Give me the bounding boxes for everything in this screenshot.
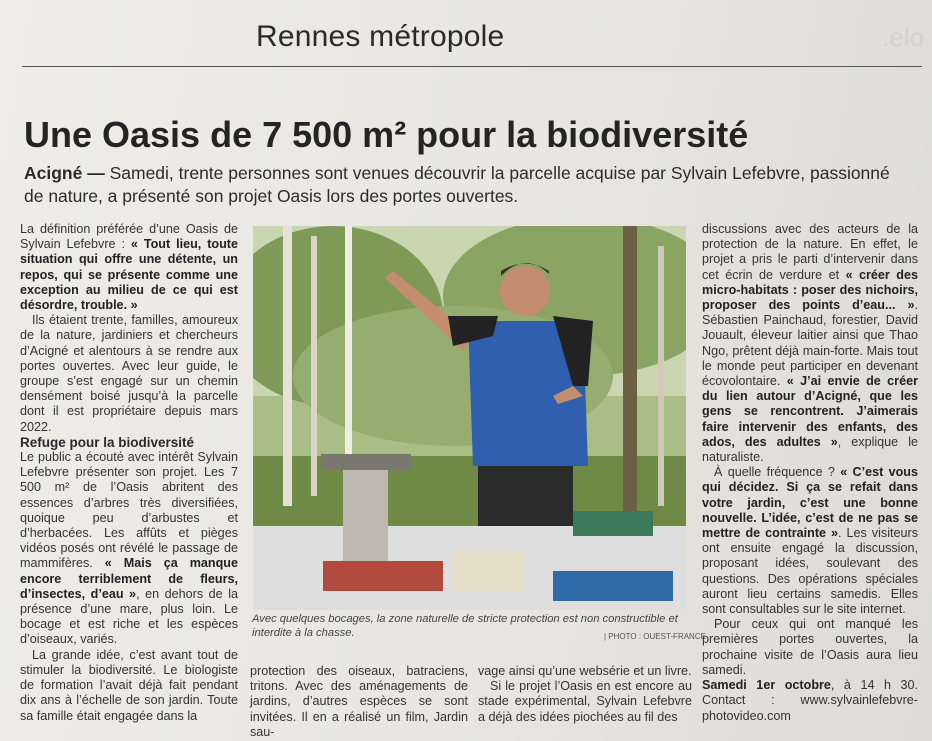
subheading: Refuge pour la biodiversité: [20, 434, 195, 450]
paragraph-text: discussions avec des acteurs de la protection de la nature. En effet, le projet a pris le parti d’intervenir dans cet écrin de verdure et: [702, 222, 918, 282]
quote: « créer des micro-habitats : poser des nichoirs, proposer des points d’eau... »: [702, 267, 918, 313]
paragraph: [702, 465, 918, 617]
paragraph: [20, 450, 238, 648]
paragraph-text: , explique le naturaliste.: [702, 434, 918, 465]
paragraph: protection des oiseaux, batraciens, tritons. Avec des aménagements de jardins, d’autres espèces se sont invitées. Il en a réalisé un film, Jardin sau-: [250, 664, 468, 739]
photo-illustration: [253, 226, 686, 610]
lead-dateline: Acigné —: [24, 163, 105, 183]
quote: « J’ai envie de créer du lien autour d’Acigné, que les gens se rencontrent. J’aimerais faire intervenir des enfants, des ados, des adultes »: [702, 374, 918, 449]
paragraph-text: . Les visiteurs ont ensuite engagé la discussion, proposant idées, soulevant des questions. Des opérations spéciales auront lieu certains samedis. Elles sont consultables sur le site internet.: [702, 526, 918, 617]
bleed-through-text: .elo: [882, 22, 924, 52]
paragraph: La grande idée, c’est avant tout de stimuler la biodiversité. Le biologiste de formation l’avait déjà fait pendant dix ans à l’échelle de son jardin. Toute sa famille était engagée dans la: [20, 647, 238, 723]
lead-text: Samedi, trente personnes sont venues découvrir la parcelle acquise par Sylvain Lefebvre, passionné de nature, a présenté son projet Oasis lors des portes ouvertes.: [24, 163, 890, 206]
quote: « Mais ça manque encore terriblement de fleurs, d’insectes, d’eau »: [20, 556, 238, 601]
article-lead: [24, 162, 904, 208]
paragraph-text: . Sébastien Painchaud, forestier, David Jouault, éleveur laitier ainsi que Thao Ngo, prêtent déjà main-forte. Mais tout le monde peut participer en devenant écovolontaire.: [702, 298, 918, 389]
paragraph-text: La définition préférée d’une Oasis de Sylvain Lefebvre :: [20, 222, 238, 252]
paragraph-text: , en dehors de la présence d’une mare, plus loin. Le bocage et est riche et les espèces d’oiseaux, variés.: [20, 586, 238, 647]
article-column-2: [250, 664, 468, 740]
paragraph: [20, 222, 238, 313]
article-column-1: [20, 222, 238, 724]
paragraph: vage ainsi qu’une websérie et un livre.: [478, 664, 692, 678]
paragraph: Pour ceux qui ont manqué les premières portes ouvertes, la prochaine visite de l’Oasis aura lieu samedi.: [702, 617, 918, 677]
photo-credit: | PHOTO : OUEST-FRANCE: [604, 632, 706, 641]
article-photo: [253, 226, 686, 610]
paragraph: Ils étaient trente, familles, amoureux de la nature, jardiniers et chercheurs d’Acigné et alentours à se rendre aux portes ouvertes. Avec leur guide, le groupe s’est engagé sur un chemin densément boisé jusqu’à la parcelle dont il est propriétaire depuis mars 2022.: [20, 313, 238, 434]
photo-caption: Avec quelques bocages, la zone naturelle de stricte protection est non constructible et interdite à la chasse.: [252, 613, 678, 639]
event-contact: , à 14 h 30. Contact : www.sylvainlefebvre-photovideo.com: [702, 678, 918, 723]
quote: « C’est vous qui décidez. Si ça se refait dans votre jardin, c’est une bonne nouvelle. L’idée, c’est de ne pas se mettre de contrainte »: [702, 465, 918, 541]
paragraph: [702, 222, 918, 465]
section-title: Rennes métropole: [256, 20, 505, 53]
article-column-3: [478, 664, 692, 725]
quote: « Tout lieu, toute situation qui offre une détente, un repos, qui se présente comme une exception au milieu de ce qui est désordre, trouble. »: [20, 237, 239, 313]
event-info: [702, 678, 918, 724]
paragraph-text: À quelle fréquence ?: [714, 465, 841, 480]
article-column-4: [702, 222, 918, 724]
paragraph-text: Le public a écouté avec intérêt Sylvain Lefebvre présenter son projet. Les 7 500 m² de l’Oasis abritent des essences d’arbres très diversifiées, quoique peu d’arbustes et d’herbacées. Les affûts et pièges vidéos posés ont révélé le passage de mammifères.: [20, 450, 238, 571]
paragraph: Si le projet l’Oasis en est encore au stade expérimental, Sylvain Lefebvre a déjà des idées piochées au fil des: [478, 679, 692, 724]
event-date: Samedi 1er octobre: [702, 678, 831, 693]
section-rule: [22, 66, 922, 67]
article-headline: Une Oasis de 7 500 m² pour la biodiversité: [24, 114, 749, 155]
